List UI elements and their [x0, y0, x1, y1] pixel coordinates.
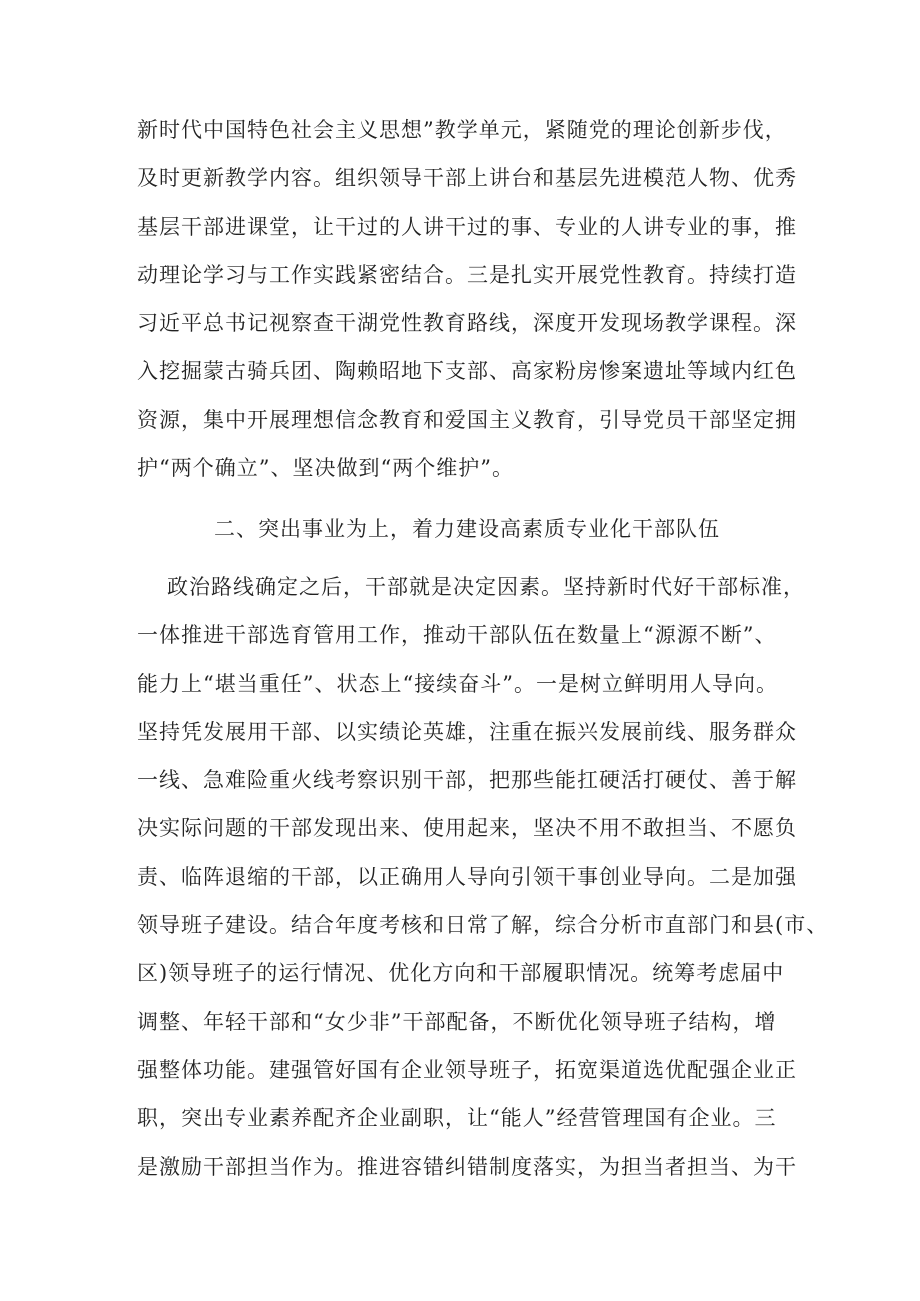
paragraph-line: 强整体功能。建强管好国有企业领导班子，拓宽渠道选优配强企业正 [137, 1057, 797, 1082]
paragraph-line: 政治路线确定之后，干部就是决定因素。坚持新时代好干部标准， [167, 575, 805, 599]
paragraph-line: 是激励干部担当作为。推进容错纠错制度落实，为担当者担当、为干 [137, 1154, 797, 1179]
paragraph-line: 动理论学习与工作实践紧密结合。三是扎实开展党性教育。持续打造 [137, 262, 797, 287]
paragraph-line: 责、临阵退缩的干部，以正确用人导向引领干事创业导向。二是加强 [137, 864, 797, 889]
paragraph-section-two [137, 563, 829, 1191]
paragraph-line: 一线、急难险重火线考察识别干部，把那些能扛硬活打硬仗、善于解 [137, 768, 797, 793]
paragraph-line: 一体推进干部选育管用工作，推动干部队伍在数量上“源源不断”、 [137, 623, 777, 648]
paragraph-line: 新时代中国特色社会主义思想”教学单元，紧随党的理论创新步伐， [137, 118, 787, 142]
paragraph-continued [137, 106, 797, 492]
paragraph-line: 职，突出专业素养配齐企业副职，让“能人”经营管理国有企业。三 [137, 1106, 777, 1131]
paragraph-line: 领导班子建设。结合年度考核和日常了解，综合分析市直部门和县(市、 [137, 913, 829, 938]
paragraph-line: 护“两个确立”、坚决做到“两个维护”。 [137, 456, 514, 481]
section-heading: 二、突出事业为上，着力建设高素质专业化干部队伍 [214, 517, 720, 541]
paragraph-line: 坚持凭发展用干部、以实绩论英雄，注重在振兴发展前线、服务群众 [137, 719, 797, 744]
paragraph-line: 基层干部进课堂，让干过的人讲干过的事、专业的人讲专业的事，推 [137, 214, 797, 239]
paragraph-line: 习近平总书记视察查干湖党性教育路线，深度开发现场教学课程。深 [137, 311, 797, 336]
paragraph-line: 资源，集中开展理想信念教育和爱国主义教育，引导党员干部坚定拥 [137, 407, 797, 432]
paragraph-line: 调整、年轻干部和“女少非”干部配备，不断优化领导班子结构，增 [137, 1009, 777, 1034]
paragraph-line: 区)领导班子的运行情况、优化方向和干部履职情况。统筹考虑届中 [137, 961, 785, 986]
paragraph-line: 决实际问题的干部发现出来、使用起来，坚决不用不敢担当、不愿负 [137, 816, 797, 841]
paragraph-line: 及时更新教学内容。组织领导干部上讲台和基层先进模范人物、优秀 [137, 166, 797, 191]
paragraph-line: 能力上“堪当重任”、状态上“接续奋斗”。一是树立鲜明用人导向。 [137, 671, 778, 696]
paragraph-line: 入挖掘蒙古骑兵团、陶赖昭地下支部、高家粉房惨案遗址等域内红色 [137, 359, 797, 384]
